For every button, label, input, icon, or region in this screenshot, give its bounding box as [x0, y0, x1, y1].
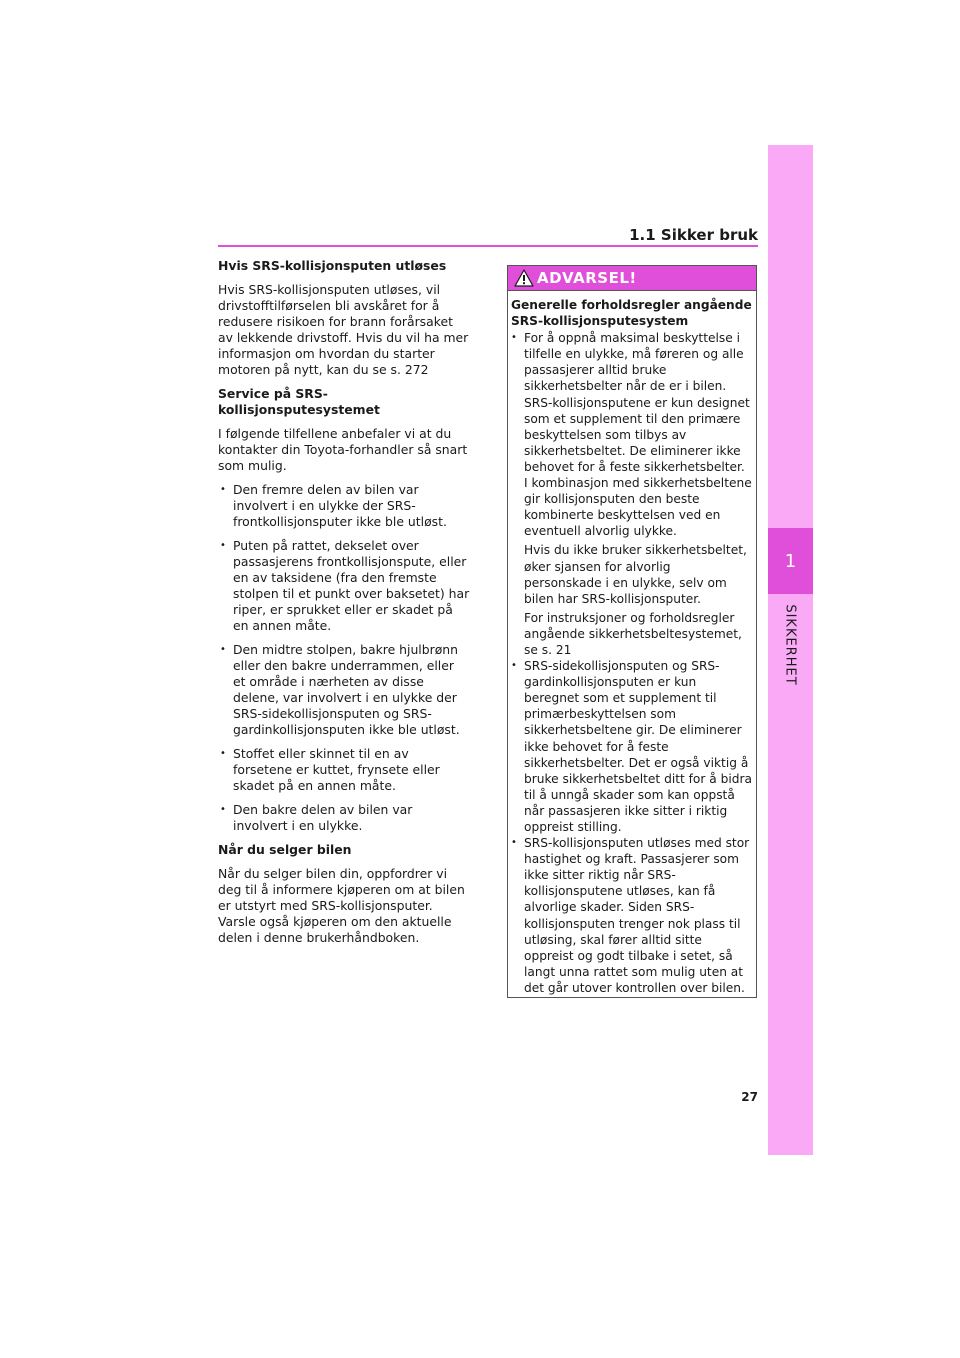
service-heading: Service på SRS-kollisjonsputesystemet [218, 386, 380, 417]
warning-heading: Generelle forholdsregler angående SRS-kollisjonsputesystem [511, 298, 752, 329]
chapter-name-box [768, 605, 813, 685]
list-item: • Puten på rattet, dekselet over passasjerens frontkollisjonspute, eller en av taksidene (fra den fremste stolpen til et punkt over baksetet) har riper, er sprukket eller er skadet på en annen måte. [218, 538, 470, 634]
list-item: • Den fremre delen av bilen var involvert i en ulykke der SRS-frontkollisjonsputer ikke ble utløst. [218, 482, 470, 530]
warning-paragraph: For instruksjoner og forholdsregler angående sikkerhetsbeltesystemet, se s. 21 [524, 610, 742, 657]
service-list [218, 482, 470, 834]
warning-item [511, 330, 752, 658]
chapter-number-box [768, 528, 813, 594]
section-header-title: 1.1 Sikker bruk [629, 226, 758, 244]
list-item: • Den midtre stolpen, bakre hjulbrønn eller den bakre underrammen, eller et område i nærheten av disse delene, var involvert i en ulykke der SRS-sidekollisjonsputen og SRS-gardinkollisjonsputen ikke ble utløst. [218, 642, 470, 738]
warning-box [507, 265, 757, 998]
chapter-side-tab [768, 145, 813, 1155]
chapter-number: 1 [784, 550, 797, 572]
warning-paragraph: • For å oppnå maksimal beskyttelse i tilfelle en ulykke, må føreren og alle passasjerer alltid bruke sikkerhetsbelter når de er i bilen. SRS-kollisjonsputene er kun designet som et supplement til den primære beskyttelsen som tilbys av sikkerhetsbeltet. De eliminerer ikke behovet for å feste sikkerhetsbelter. I kombinasjon med sikkerhetsbeltene gir kollisjonsputen den beste kombinerte beskyttelsen ved en eventuell alvorlig ulykke. [524, 331, 752, 539]
chapter-name: SIKKERHET [782, 604, 798, 686]
warning-paragraph: Hvis du ikke bruker sikkerhetsbeltet, øker sjansen for alvorlig personskade i en ulykke, selv om bilen har SRS-kollisjonsputer. [524, 543, 747, 606]
service-intro: I følgende tilfellene anbefaler vi at du kontakter din Toyota-forhandler så snart som mulig. [218, 426, 468, 473]
warning-paragraph: • SRS-sidekollisjonsputen og SRS-gardinkollisjonsputen er kun beregnet som et supplement til primærbeskyttelsen som sikkerhetsbeltene gir. De eliminerer ikke behovet for å feste sikkerhetsbelter. Det er også viktig å bruke sikkerhetsbeltet ditt for å bidra til å unngå skader som kan oppstå når passasjeren ikke sitter i riktig oppreist stilling. [524, 659, 752, 834]
warning-body [508, 291, 756, 996]
warning-list [511, 330, 752, 996]
left-column [218, 258, 470, 954]
header-divider [218, 245, 758, 247]
warning-item [511, 658, 752, 835]
list-item: • Den bakre delen av bilen var involvert i en ulykke. [218, 802, 470, 834]
airbag-deploy-text: Hvis SRS-kollisjonsputen utløses, vil drivstofftilførselen bli avskåret for å redusere risikoen for brann forårsaket av lekkende drivstoff. Hvis du vil ha mer informasjon om hvordan du starter motoren på nytt, kan du se s. 272 [218, 282, 469, 377]
warning-header [508, 266, 756, 291]
list-item: • Stoffet eller skinnet til en av forsetene er kuttet, frynsete eller skadet på en annen måte. [218, 746, 470, 794]
selling-text: Når du selger bilen din, oppfordrer vi deg til å informere kjøperen om at bilen er utstyrt med SRS-kollisjonsputer. Varsle også kjøperen om den aktuelle delen i denne brukerhåndboken. [218, 866, 465, 945]
page-number: 27 [741, 1090, 758, 1104]
warning-triangle-icon [514, 269, 534, 287]
warning-title: ADVARSEL! [537, 269, 637, 287]
warning-paragraph: • SRS-kollisjonsputen utløses med stor hastighet og kraft. Passasjerer som ikke sitter riktig når SRS-kollisjonsputene utløses, kan få alvorlige skader. Siden SRS-kollisjonsputen trenger nok plass til utløsing, skal fører alltid sitte oppreist og godt tilbake i setet, så langt unna rattet som mulig uten at det går utover kontrollen over bilen. [524, 836, 750, 995]
airbag-deploy-heading: Hvis SRS-kollisjonsputen utløses [218, 258, 447, 273]
selling-heading: Når du selger bilen [218, 842, 352, 857]
warning-item [511, 835, 752, 996]
